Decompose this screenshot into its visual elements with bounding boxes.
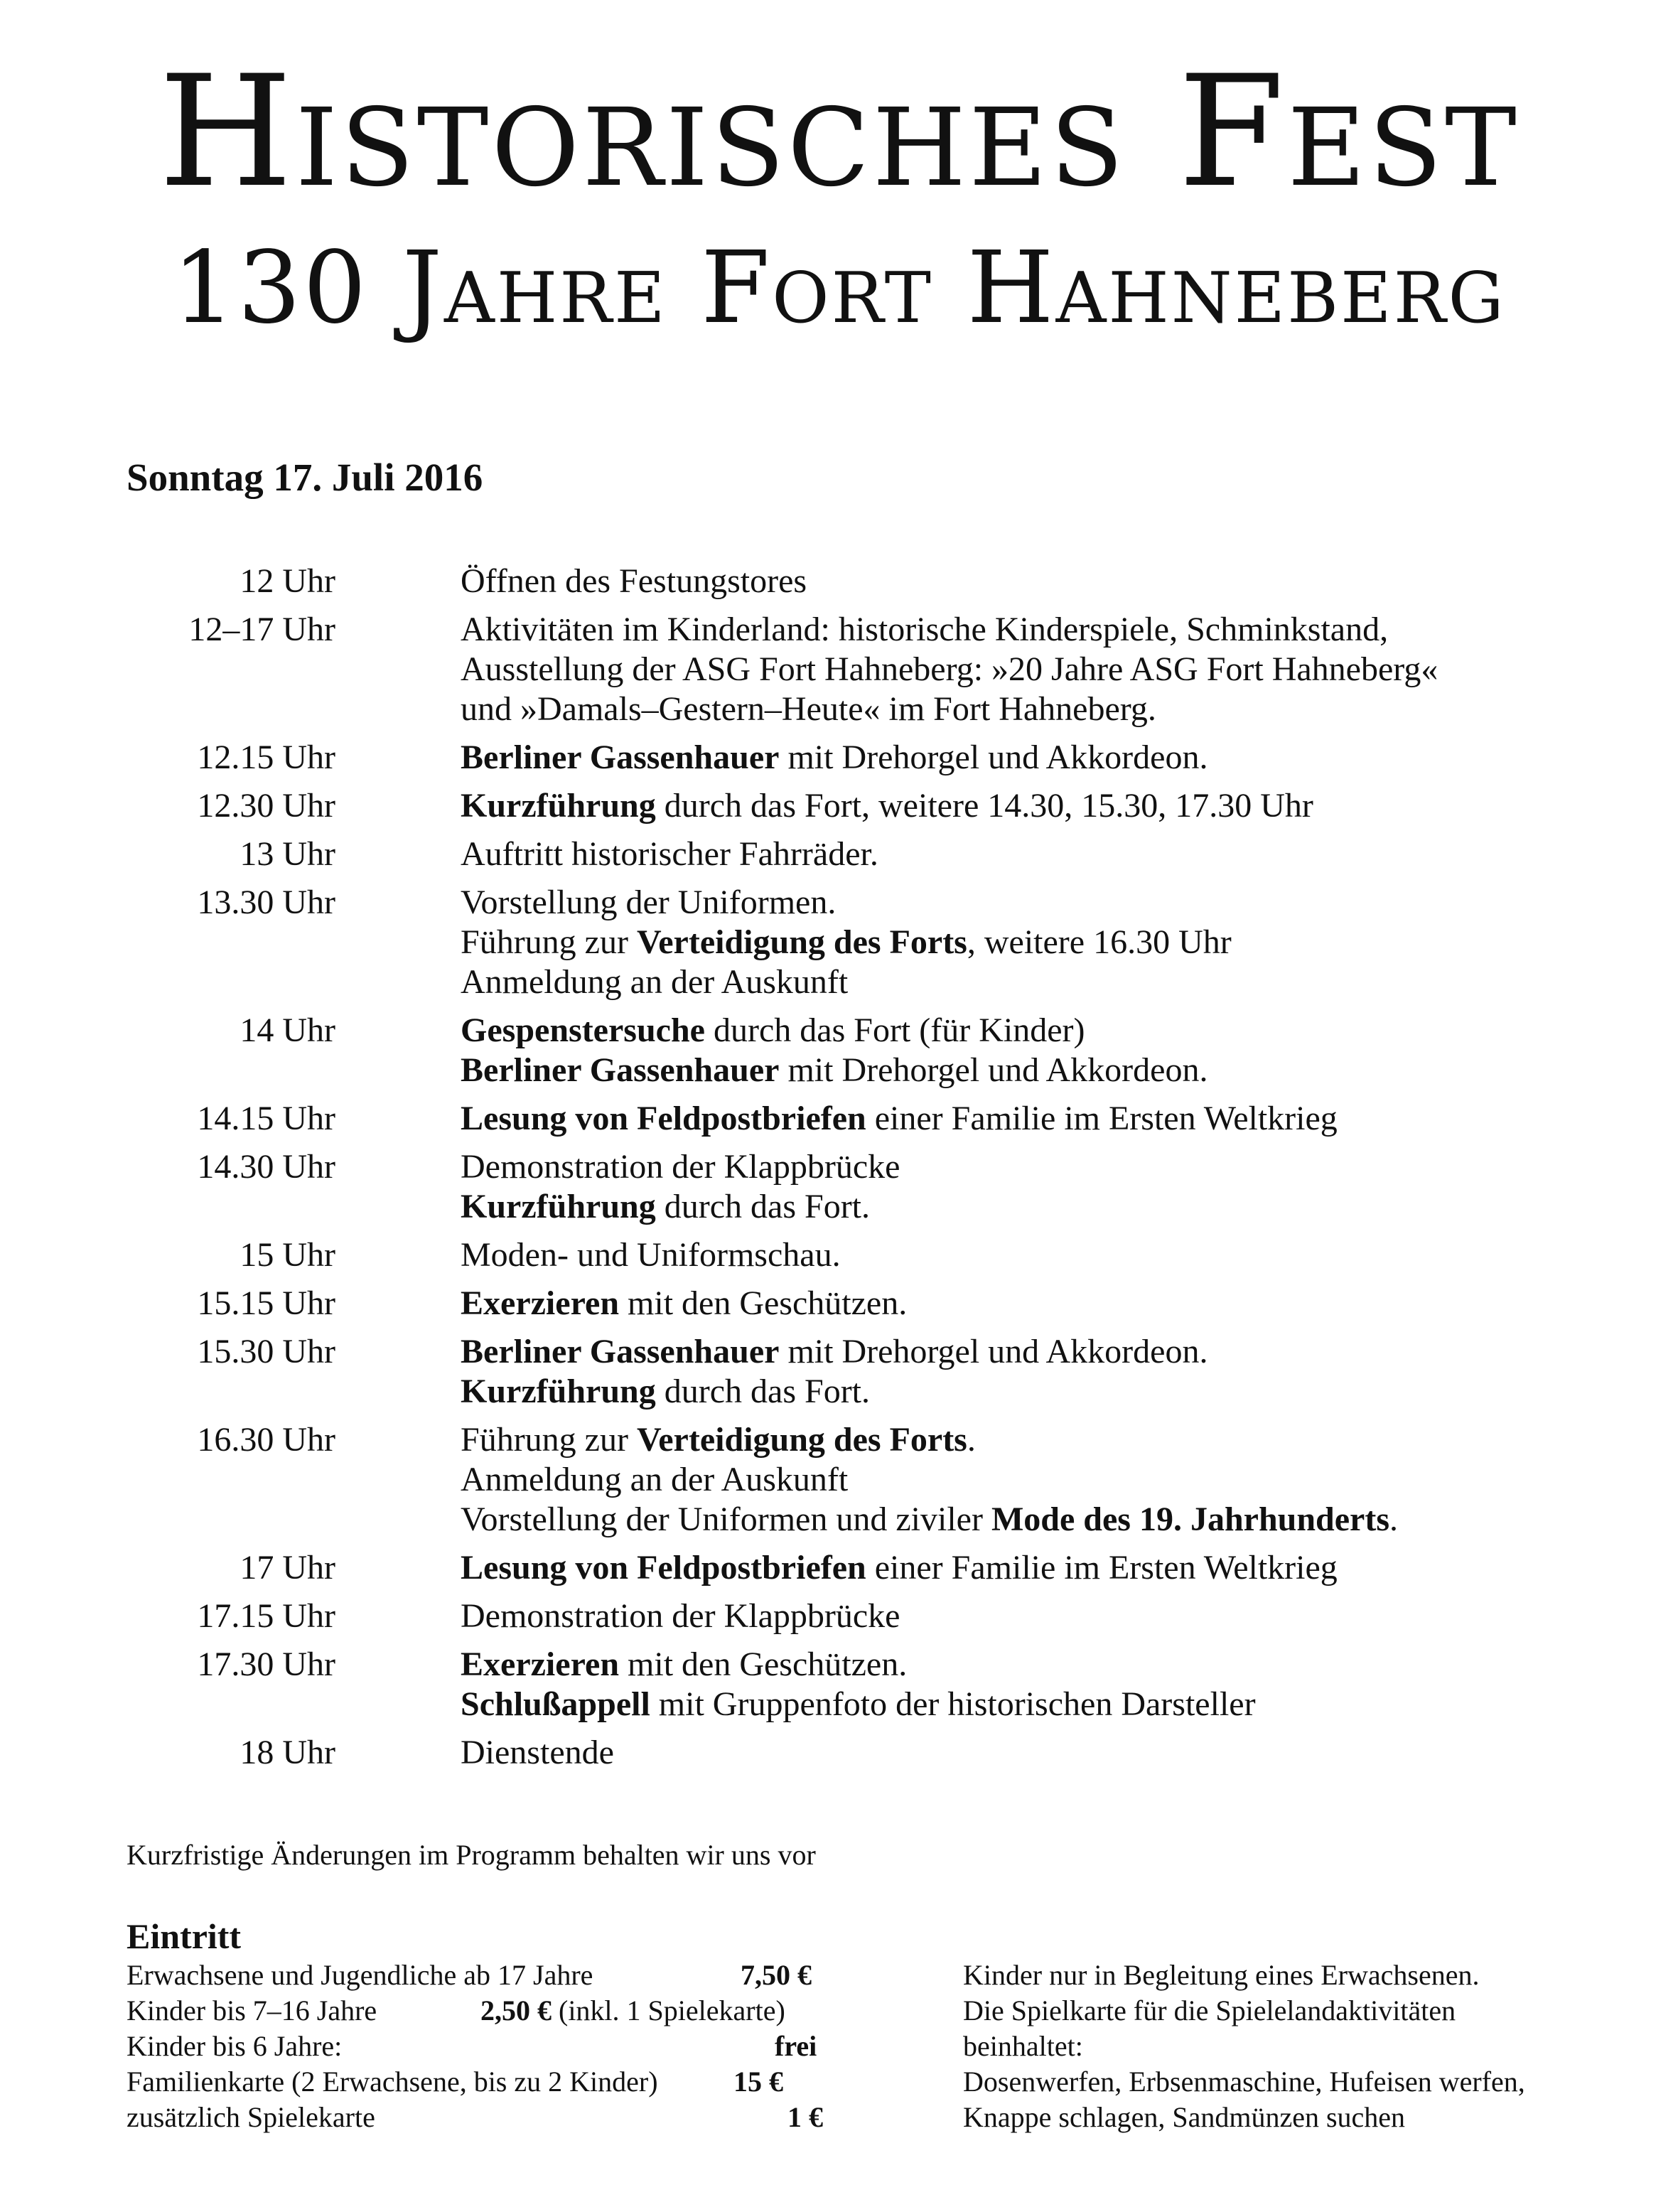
- price-value: 15 €: [733, 2066, 783, 2098]
- schedule-row: [0, 1645, 1678, 1724]
- schedule-row: [0, 883, 1678, 1002]
- schedule-time: 12 Uhr: [240, 562, 335, 600]
- schedule-description: Vorstellung der Uniformen. Führung zur Verteidigung des Forts, weitere 16.30 Uhr Anmeldung an der Auskunft: [461, 884, 1232, 1001]
- schedule-row: [0, 1011, 1678, 1090]
- schedule-description: Auftritt historischer Fahrräder.: [461, 835, 878, 873]
- schedule-description: Aktivitäten im Kinderland: historische Kinderspiele, Schminkstand, Ausstellung der ASG Fort Hahneberg: »20 Jahre ASG Fort Hahneberg« und »Damals–Gestern–Heute« im Fort Hahneberg.: [461, 611, 1438, 728]
- schedule-time: 14.30 Uhr: [197, 1148, 335, 1186]
- poster-subtitle: 130 Jahre Fort Hahneberg: [172, 230, 1506, 346]
- schedule-time: 13.30 Uhr: [197, 884, 335, 921]
- price-value: frei: [775, 2030, 817, 2062]
- schedule-description: Berliner Gassenhauer mit Drehorgel und Akkordeon.: [461, 739, 1208, 776]
- schedule-description: Öffnen des Festungstores: [461, 562, 807, 600]
- info-line: Kinder nur in Begleitung eines Erwachsenen.: [963, 1959, 1480, 1991]
- schedule-time: 13 Uhr: [240, 835, 335, 873]
- schedule-row: [0, 562, 1678, 601]
- price-value: 2,50 € (inkl. 1 Spielekarte): [480, 1994, 785, 2026]
- schedule-row: [0, 786, 1678, 826]
- schedule-description: Kurzführung durch das Fort, weitere 14.30, 15.30, 17.30 Uhr: [461, 787, 1313, 825]
- schedule-description: Demonstration der Klappbrücke Kurzführung durch das Fort.: [461, 1148, 900, 1225]
- price-row: [127, 2100, 837, 2135]
- price-row: [127, 2029, 837, 2064]
- price-row: [127, 2064, 837, 2100]
- price-label: Erwachsene und Jugendliche ab 17 Jahre: [127, 1959, 593, 1991]
- schedule-time: 12.30 Uhr: [197, 787, 335, 825]
- price-label: Kinder bis 6 Jahre:: [127, 2030, 343, 2062]
- info-line: Dosenwerfen, Erbsenmaschine, Hufeisen werfen,: [963, 2066, 1525, 2098]
- schedule-row: [0, 834, 1678, 874]
- info-line: Die Spielkarte für die Spielelandaktivitäten: [963, 1994, 1456, 2026]
- schedule-time: 18 Uhr: [240, 1734, 335, 1771]
- price-value: 7,50 €: [741, 1959, 812, 1991]
- price-row: [127, 1993, 837, 2029]
- schedule-row: [0, 1596, 1678, 1636]
- schedule-row: [0, 1147, 1678, 1227]
- schedule-time: 16.30 Uhr: [197, 1421, 335, 1459]
- schedule-description: Moden- und Uniformschau.: [461, 1236, 841, 1274]
- schedule-description: Berliner Gassenhauer mit Drehorgel und Akkordeon. Kurzführung durch das Fort.: [461, 1333, 1208, 1410]
- schedule-description: Demonstration der Klappbrücke: [461, 1597, 900, 1635]
- schedule-time: 14 Uhr: [240, 1011, 335, 1049]
- schedule-time: 15.15 Uhr: [197, 1284, 335, 1322]
- admission-info: [963, 1958, 1645, 2135]
- schedule-time: 17 Uhr: [240, 1549, 335, 1586]
- schedule-row: [0, 1548, 1678, 1588]
- schedule-description: Exerzieren mit den Geschützen. Schlußappell mit Gruppenfoto der historischen Darsteller: [461, 1645, 1256, 1723]
- price-label: Kinder bis 7–16 Jahre: [127, 1994, 377, 2026]
- schedule-time: 17.15 Uhr: [197, 1597, 335, 1635]
- schedule-row: [0, 738, 1678, 778]
- program-note: Kurzfristige Änderungen im Programm behalten wir uns vor: [127, 1839, 816, 1871]
- event-date: Sonntag 17. Juli 2016: [127, 456, 483, 499]
- schedule-row: [0, 1235, 1678, 1275]
- schedule-description: Dienstende: [461, 1734, 614, 1771]
- schedule-time: 12.15 Uhr: [197, 739, 335, 776]
- schedule-description: Exerzieren mit den Geschützen.: [461, 1284, 908, 1322]
- price-row: [127, 1958, 837, 1993]
- price-label: Familienkarte (2 Erwachsene, bis zu 2 Kinder): [127, 2066, 658, 2098]
- schedule-time: 15 Uhr: [240, 1236, 335, 1274]
- schedule-row: [0, 1099, 1678, 1139]
- admission-prices: [127, 1958, 837, 2135]
- admission-heading: Eintritt: [127, 1916, 242, 1956]
- price-label: zusätzlich Spielekarte: [127, 2101, 375, 2133]
- price-value: 1 €: [787, 2101, 823, 2133]
- info-line: beinhaltet:: [963, 2030, 1083, 2062]
- schedule-description: Gespenstersuche durch das Fort (für Kinder) Berliner Gassenhauer mit Drehorgel und Akkordeon.: [461, 1011, 1208, 1089]
- schedule-time: 12–17 Uhr: [188, 611, 335, 648]
- schedule-row: [0, 1420, 1678, 1540]
- schedule: [0, 562, 1678, 1781]
- schedule-row: [0, 610, 1678, 729]
- schedule-row: [0, 1284, 1678, 1324]
- schedule-row: [0, 1733, 1678, 1773]
- info-line: Knappe schlagen, Sandmünzen suchen: [963, 2101, 1406, 2133]
- schedule-description: Lesung von Feldpostbriefen einer Familie im Ersten Weltkrieg: [461, 1100, 1338, 1137]
- schedule-time: 15.30 Uhr: [197, 1333, 335, 1370]
- schedule-time: 17.30 Uhr: [197, 1645, 335, 1683]
- schedule-description: Lesung von Feldpostbriefen einer Familie im Ersten Weltkrieg: [461, 1549, 1338, 1586]
- schedule-description: Führung zur Verteidigung des Forts. Anmeldung an der Auskunft Vorstellung der Uniformen und ziviler Mode des 19. Jahrhunderts.: [461, 1421, 1398, 1538]
- schedule-time: 14.15 Uhr: [197, 1100, 335, 1137]
- poster-title: Historisches Fest: [158, 43, 1520, 221]
- schedule-row: [0, 1332, 1678, 1412]
